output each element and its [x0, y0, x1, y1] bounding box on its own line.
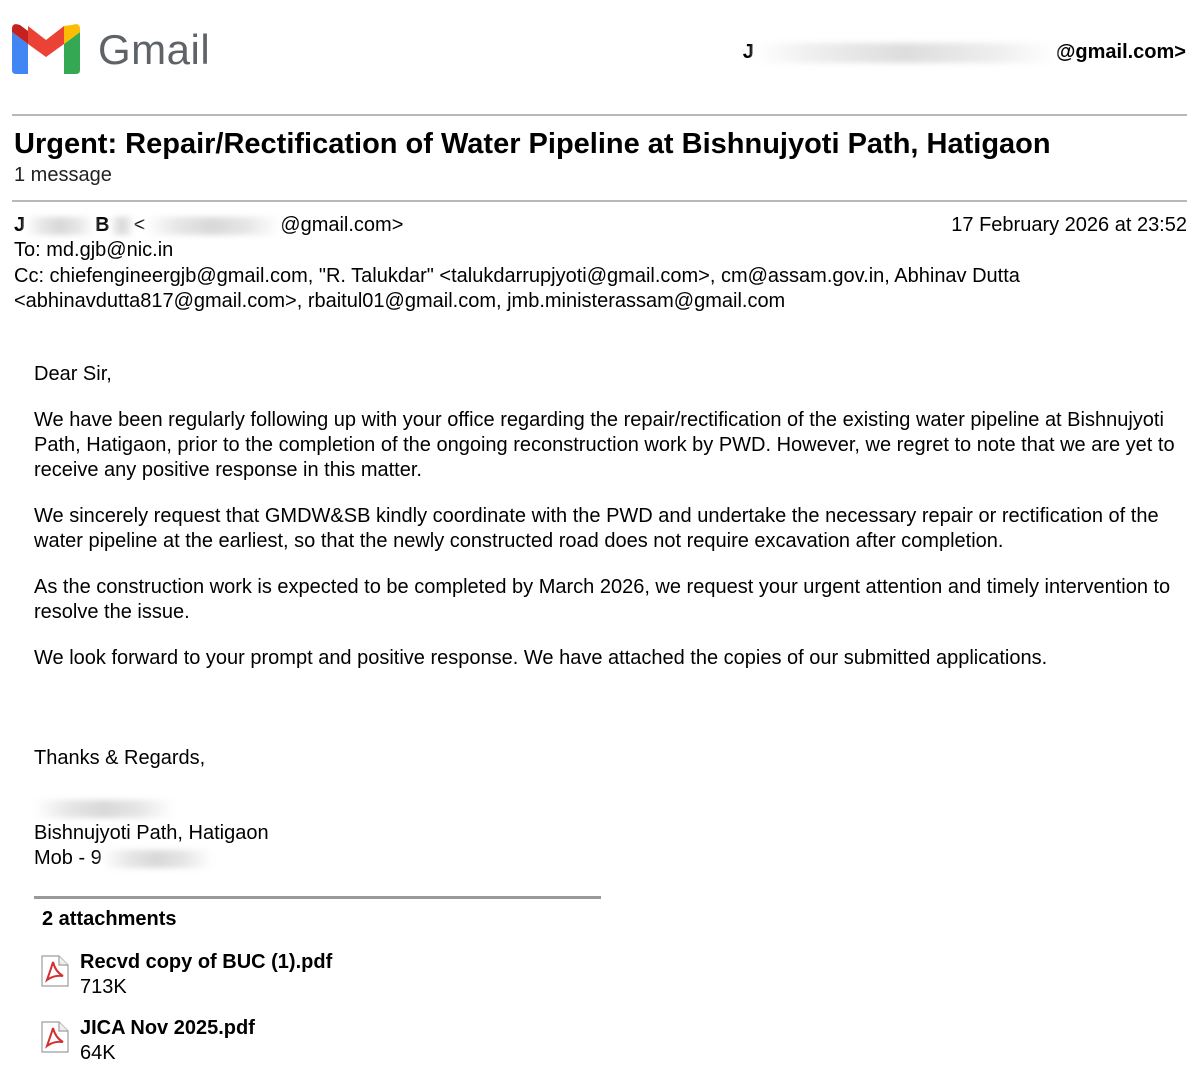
- pdf-icon: [40, 1021, 70, 1058]
- attachments-divider: [34, 896, 601, 899]
- redacted-name: [754, 43, 1056, 63]
- account-email: J @gmail.com>: [742, 41, 1186, 63]
- sender: J B < @gmail.com>: [14, 214, 404, 236]
- body-paragraph: We look forward to your prompt and positive response. We have attached the copies of our submitted applications.: [34, 647, 1048, 669]
- divider: [12, 200, 1187, 202]
- body-paragraph: As the construction work is expected to be completed by March 2026, we request your urgent attention and timely intervention to resolve the issue.: [34, 576, 1171, 623]
- redacted-text: [102, 850, 212, 868]
- message-body: [34, 362, 1184, 692]
- redacted-text: [110, 217, 134, 235]
- redacted-text: [25, 217, 95, 235]
- message-date: 17 February 2026 at 23:52: [951, 214, 1187, 236]
- attachment-size: 713K: [80, 976, 127, 998]
- signature-address: Bishnujyoti Path, Hatigaon: [34, 822, 269, 844]
- body-paragraph: We have been regularly following up with your office regarding the repair/rectification of the existing water pipeline at Bishnujyoti Path, Hatigaon, prior to the completion of the ongoing reconstruction work by PWD. However, we regret to note that we are yet to receive any positive response in this matter.: [34, 409, 1175, 481]
- email-subject: Urgent: Repair/Rectification of Water Pipeline at Bishnujyoti Path, Hatigaon: [14, 128, 1051, 160]
- cc-recipients: Cc: chiefengineergjb@gmail.com, "R. Talukdar" <talukdarrupjyoti@gmail.com>, cm@assam.gov.in, Abhinav Dutta <abhinavdutta817@gmail.com>, rbaitul01@gmail.com, jmb.ministerassam@gmail.com: [14, 265, 1020, 312]
- to-recipients: To: md.gjb@nic.in: [14, 239, 174, 261]
- attachment-size: 64K: [80, 1042, 116, 1064]
- pdf-icon: [40, 955, 70, 992]
- divider: [12, 114, 1187, 116]
- gmail-logo-icon: [12, 24, 80, 79]
- body-paragraph: We sincerely request that GMDW&SB kindly coordinate with the PWD and undertake the necessary repair or rectification of the water pipeline at the earliest, so that the newly constructed road does not require excavation after completion.: [34, 505, 1159, 552]
- redacted-text: [145, 217, 280, 235]
- attachment-name[interactable]: JICA Nov 2025.pdf: [80, 1017, 255, 1039]
- attachment-name[interactable]: Recvd copy of BUC (1).pdf: [80, 951, 333, 973]
- gmail-header: [0, 0, 1200, 110]
- signature-name-redacted: [34, 796, 269, 821]
- redacted-text: [34, 800, 174, 818]
- signature-mobile: Mob - 9: [34, 846, 269, 871]
- message-count: 1 message: [14, 164, 112, 186]
- signature: [34, 746, 269, 871]
- body-paragraph: Dear Sir,: [34, 363, 112, 385]
- attachments-heading: 2 attachments: [42, 908, 177, 930]
- gmail-wordmark: Gmail: [98, 26, 211, 73]
- signature-closing: Thanks & Regards,: [34, 747, 206, 769]
